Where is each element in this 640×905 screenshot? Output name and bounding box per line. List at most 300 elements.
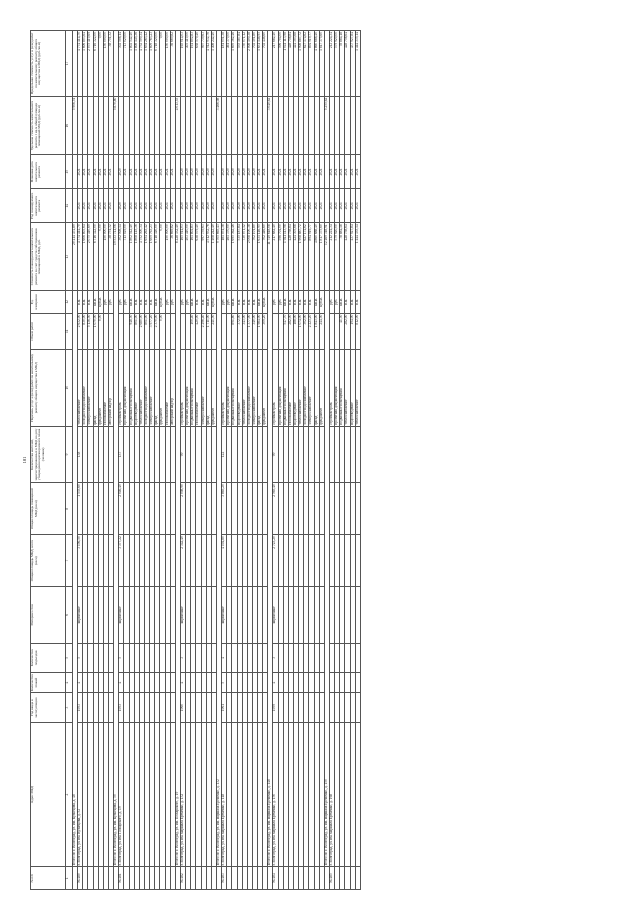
work-limit-cost: 165 014,03 [180, 31, 185, 97]
column-number: 8 [66, 483, 73, 535]
wall-material [355, 587, 360, 644]
building-address: г. Волгоград, ул. им. маршала Еременко, д. 150 [273, 722, 278, 867]
work-unit: руб. [278, 291, 283, 314]
total-cost: 11 749 618,08 [268, 223, 273, 291]
work-cost: 1 631 146,95 [258, 223, 263, 291]
work-year: 2020 [252, 189, 257, 223]
work-limit-cost: 579 920,00 [335, 31, 340, 97]
work-limit-cost: 4 860 688,40 [314, 31, 319, 97]
work-plan-date: 2020 [119, 155, 124, 189]
work-year: 2021 [170, 189, 175, 223]
total-unit-cost: 3 040,62 [268, 96, 273, 155]
work-name: холодное водоснабжение [144, 349, 149, 426]
work-plan-date: 2021 [330, 155, 335, 189]
work-plan-date: 2021 [304, 155, 309, 189]
floors: 5 [222, 673, 227, 693]
work-plan-date: 2021 [299, 155, 304, 189]
work-name: авторский надзор [108, 349, 113, 426]
total-label: Итого по г. Волгоград, ул. им. Кузнецова, д. 50 [114, 291, 119, 867]
work-name: теплоснабжение [299, 349, 304, 426]
work-year: 2021 [335, 189, 340, 223]
work-unit: п.м. [247, 291, 252, 314]
floors: 4 [273, 673, 278, 693]
entrances: 5 [119, 643, 124, 672]
area-total: 3 156,50 [78, 535, 83, 587]
work-volume: 1 711,00 [206, 313, 211, 349]
work-unit: п.м. [150, 291, 155, 314]
work-plan-date: 2021 [78, 155, 83, 189]
area-total: 3 377,22 [119, 535, 124, 587]
column-header: Удельная стоимость капитального ремонта 1 кв.м общей площади помещений МКД (руб./кв.м) [31, 96, 66, 155]
work-volume: 801,00 [144, 313, 149, 349]
row-number: 56.485 [330, 867, 335, 890]
work-limit-cost: 78 884,18 [340, 31, 345, 97]
work-name: фундамент [98, 349, 103, 426]
work-cost: 78 884,18 [340, 223, 345, 291]
building-address: г. Волгоград, ул. им. Пожарского, д. 19 [119, 722, 124, 867]
row-number: 56.482 [180, 867, 185, 890]
work-unit: кв.м. [258, 291, 263, 314]
column-number: 17 [66, 31, 73, 97]
work-volume: 420,00 [196, 313, 201, 349]
rotated-register-sheet [20, 30, 620, 890]
building-address: г. Волгоград, ул. им. Кузнецова, д. 52 [78, 722, 83, 867]
work-limit-cost: 713 029,00 [124, 31, 129, 97]
build-year: 1959 [273, 693, 278, 722]
total-label: Итого по г. Волгоград, ул. им. маршала Еременко, д. 150 [324, 291, 329, 867]
work-name: водоотведение [294, 349, 299, 426]
total-cost: 9 705 665,43 [216, 223, 221, 291]
work-name: проектная документация [335, 349, 340, 426]
work-year: 2021 [304, 189, 309, 223]
work-limit-cost: 4 752 500,34 [139, 31, 144, 97]
build-year: 1953 [119, 693, 124, 722]
work-year: 2021 [160, 189, 165, 223]
residents: 99 [180, 426, 185, 483]
work-limit-cost: 217 682,40 [273, 31, 278, 97]
work-name: стройконтроль [180, 349, 185, 426]
work-limit-cost: 702 101,80 [252, 31, 257, 97]
work-plan-date: 2020 [191, 155, 196, 189]
entrances: 4 [222, 643, 227, 672]
work-limit-cost: 4 774 414,70 [78, 31, 83, 97]
work-limit-cost: 702 446,60 [263, 31, 268, 97]
work-cost: 997 739,63 [201, 223, 206, 291]
work-limit-cost: 1 041 113,98 [283, 31, 288, 97]
work-unit: кв.м. [191, 291, 196, 314]
build-year [355, 693, 360, 722]
work-year: 2021 [330, 189, 335, 223]
total-cost: 20 414 474,89 [73, 223, 78, 291]
work-volume: 547,70 [283, 313, 288, 349]
work-cost: 4 512 932,76 [206, 223, 211, 291]
work-cost: 1 808 145,36 [134, 223, 139, 291]
column-number: 13 [66, 223, 73, 291]
work-year: 2021 [273, 189, 278, 223]
work-cost: 535 187,84 [237, 223, 242, 291]
work-volume: 5 136,50 [88, 313, 93, 349]
work-unit: руб. [119, 291, 124, 314]
work-cost: 217 682,40 [273, 223, 278, 291]
work-unit: п.м. [83, 291, 88, 314]
row-number: 56.481 [119, 867, 124, 890]
wall-material: кирпичные [78, 587, 83, 644]
work-plan-date: 2021 [340, 155, 345, 189]
work-cost: 627 174,62 [304, 223, 309, 291]
work-year: 2021 [278, 189, 283, 223]
work-plan-date: 2021 [88, 155, 93, 189]
work-year: 2020 [222, 189, 227, 223]
work-limit-cost: 212 224,34 [330, 31, 335, 97]
column-header: Год планируемого капитального ремонта [31, 189, 66, 223]
work-unit: п.м. [299, 291, 304, 314]
wall-material: кирпичные [119, 587, 124, 644]
work-unit: п.м. [309, 291, 314, 314]
work-name: фундамент [211, 349, 216, 426]
work-plan-date: 2020 [252, 155, 257, 189]
work-cost: 2 075 410,69 [88, 223, 93, 291]
work-name: теплоснабжение [78, 349, 83, 426]
work-name: электроснабжение [201, 349, 206, 426]
building-address [355, 722, 360, 867]
work-year: 2021 [345, 189, 350, 223]
wall-material: кирпичные [222, 587, 227, 644]
work-plan-date: 2020 [227, 155, 232, 189]
work-volume: 891,80 [232, 313, 237, 349]
work-year: 2021 [124, 189, 129, 223]
work-cost: 1 695 362,46 [232, 223, 237, 291]
residents: 122 [222, 426, 227, 483]
work-year: 2021 [350, 189, 355, 223]
work-volume: 1 843,00 [314, 313, 319, 349]
work-plan-date: 2021 [155, 155, 160, 189]
work-plan-date: 2020 [206, 155, 211, 189]
work-plan-date: 2021 [160, 155, 165, 189]
work-volume: 1 074,00 [299, 313, 304, 349]
work-year: 2021 [88, 189, 93, 223]
total-unit-cost: 4 013,53 [175, 96, 180, 155]
work-plan-date: 2021 [288, 155, 293, 189]
work-unit: п.м. [237, 291, 242, 314]
work-unit: п.м. [355, 291, 360, 314]
column-number: 4 [66, 673, 73, 693]
work-plan-date: 2021 [139, 155, 144, 189]
entrances: 3 [180, 643, 185, 672]
area-total: 4 104,80 [222, 535, 227, 587]
work-limit-cost: 596 704,00 [278, 31, 283, 97]
work-unit: п.м. [252, 291, 257, 314]
floors: 4 [119, 673, 124, 693]
work-year: 2021 [294, 189, 299, 223]
work-plan-date: 2021 [294, 155, 299, 189]
work-year: 2020 [119, 189, 124, 223]
work-cost: 4 860 688,40 [314, 223, 319, 291]
work-unit: руб. [180, 291, 185, 314]
work-plan-date: 2020 [232, 155, 237, 189]
work-year: 2021 [93, 189, 98, 223]
work-name: холодное водоснабжение [247, 349, 252, 426]
total-label: Итого по г. Волгоград, ул. им. маршала Еременко, д. 132 [216, 291, 221, 867]
work-name: подвальные помещения [340, 349, 345, 426]
work-year: 2021 [150, 189, 155, 223]
column-header: Количество жителей, зарегистрированных в МКД на дату утверждения краткосрочного плана (человек) [31, 426, 66, 483]
work-plan-date: 2021 [258, 155, 263, 189]
column-number: 11 [66, 313, 73, 349]
building-address: г. Волгоград, ул. им. маршала Еременко, д. 168 [330, 722, 335, 867]
work-unit: кв.м. [314, 291, 319, 314]
work-year: 2020 [237, 189, 242, 223]
work-plan-date: 2021 [355, 155, 360, 189]
work-cost: 161 802,83 [191, 223, 196, 291]
build-year: 1960 [180, 693, 185, 722]
floors: 4 [78, 673, 83, 693]
work-volume: 3 977,20 [150, 313, 155, 349]
work-volume: 194,00 [350, 313, 355, 349]
work-year: 2020 [196, 189, 201, 223]
column-number: 15 [66, 155, 73, 189]
unit-cost [355, 96, 360, 155]
work-name: авторский надзор [170, 349, 175, 426]
column-number: 6 [66, 587, 73, 644]
entrances: 5 [78, 643, 83, 672]
work-cost: 150 000,00 [103, 223, 108, 291]
work-cost: 2 008 100,38 [247, 223, 252, 291]
work-plan-date: 2021 [134, 155, 139, 189]
total-unit-cost: 3 466,08 [216, 96, 221, 155]
work-volume: 282,00 [345, 313, 350, 349]
work-name: фундамент [160, 349, 165, 426]
work-unit: руб. [335, 291, 340, 314]
work-volume: 372,00 [237, 313, 242, 349]
work-unit: п.м. [345, 291, 350, 314]
column-number: 7 [66, 535, 73, 587]
area-total: 2 723,20 [273, 535, 278, 587]
work-cost: 1 817 375,60 [319, 223, 324, 291]
column-number: 14 [66, 189, 73, 223]
work-volume: 2 223,20 [309, 313, 314, 349]
work-limit-cost: 535 187,84 [237, 31, 242, 97]
work-name: стройконтроль [119, 349, 124, 426]
work-cost: 894 919,77 [309, 223, 314, 291]
work-plan-date: 2020 [242, 155, 247, 189]
work-name: подвальные помещения [232, 349, 237, 426]
work-year: 2020 [247, 189, 252, 223]
work-limit-cost: 1 908 887,72 [299, 31, 304, 97]
work-limit-cost: 0,00 [160, 31, 165, 97]
work-plan-date: 2021 [129, 155, 134, 189]
work-plan-date: 2020 [247, 155, 252, 189]
area-rooms: 1 535,60 [78, 483, 83, 535]
work-limit-cost: 36 669,82 [170, 31, 175, 97]
work-unit: п.м. [242, 291, 247, 314]
work-limit-cost: 4 512 932,76 [206, 31, 211, 97]
work-cost: 1 802 542,40 [129, 223, 134, 291]
work-year: 2021 [340, 189, 345, 223]
work-year: 2021 [288, 189, 293, 223]
work-limit-cost: 428 758,84 [288, 31, 293, 97]
work-cost: 1 606 803,64 [83, 223, 88, 291]
work-unit: п.м. [78, 291, 83, 314]
work-limit-cost: 894 919,77 [309, 31, 314, 97]
work-unit: кв.м. [93, 291, 98, 314]
column-header: № п/п [31, 867, 66, 890]
row-number: 56.480 [78, 867, 83, 890]
capital-repair-register-table [30, 30, 361, 890]
work-name: проектная документация [278, 349, 283, 426]
work-year: 2020 [232, 189, 237, 223]
residents [355, 426, 360, 483]
work-limit-cost: 161 802,83 [191, 31, 196, 97]
column-header: Количество подъездов [31, 643, 66, 672]
work-year: 2021 [155, 189, 160, 223]
work-cost: 1 609 763,23 [150, 223, 155, 291]
work-plan-date: 2021 [150, 155, 155, 189]
work-limit-cost: 150 000,00 [165, 31, 170, 97]
work-plan-date: 2020 [222, 155, 227, 189]
work-unit: руб. [170, 291, 175, 314]
work-plan-date: 2021 [93, 155, 98, 189]
work-volume: 244,50 [319, 313, 324, 349]
work-year: 2020 [211, 189, 216, 223]
work-unit: руб. [186, 291, 191, 314]
work-limit-cost: 997 739,63 [201, 31, 206, 97]
work-plan-date: 2021 [144, 155, 149, 189]
work-unit: руб. [108, 291, 113, 314]
work-cost: 6 716 322,00 [93, 223, 98, 291]
work-limit-cost: 428 758,64 [345, 31, 350, 97]
work-plan-date: 2021 [170, 155, 175, 189]
work-cost: 1 908 887,72 [299, 223, 304, 291]
work-unit: куб.м. [263, 291, 268, 314]
work-plan-date: 2021 [314, 155, 319, 189]
column-header: Год ввода в эксплуатацию [31, 693, 66, 722]
work-volume: 2 296,40 [201, 313, 206, 349]
work-limit-cost: 6 718 320,00 [155, 31, 160, 97]
work-cost: 0,00 [160, 223, 165, 291]
work-unit: кв.м. [155, 291, 160, 314]
work-volume: 2 632,00 [78, 313, 83, 349]
work-name: электроснабжение [88, 349, 93, 426]
work-unit: куб.м. [160, 291, 165, 314]
work-plan-date: 2021 [108, 155, 113, 189]
work-limit-cost: 403 410,00 [186, 31, 191, 97]
work-plan-date: 2021 [124, 155, 129, 189]
area-total: 2 342,40 [180, 535, 185, 587]
work-limit-cost: 627 174,62 [304, 31, 309, 97]
work-unit: п.м. [304, 291, 309, 314]
page-number: 101 [22, 456, 27, 464]
column-header: Плановая дата капитального ремонта [31, 155, 66, 189]
work-limit-cost: 2 008 100,38 [247, 31, 252, 97]
work-limit-cost: 461 370,00 [227, 31, 232, 97]
total-label: Итого по г. Волгоград, ул. им. Кузнецова, д. 48 [73, 291, 78, 867]
total-unit-cost: 5 870,80 [114, 96, 119, 155]
column-number: 2 [66, 722, 73, 867]
work-volume: 830,00 [83, 313, 88, 349]
work-cost: 702 446,60 [263, 223, 268, 291]
work-volume: 0,00 [160, 313, 165, 349]
work-name: газоснабжение [196, 349, 201, 426]
work-volume: 1 377,00 [247, 313, 252, 349]
work-limit-cost: 2 075 410,69 [88, 31, 93, 97]
work-plan-date: 2021 [350, 155, 355, 189]
work-year: 2021 [78, 189, 83, 223]
residents: 99 [273, 426, 278, 483]
work-plan-date: 2021 [83, 155, 88, 189]
entrances [355, 643, 360, 672]
work-cost: 1 654 263,42 [144, 223, 149, 291]
work-limit-cost: 1 631 146,95 [258, 31, 263, 97]
work-cost: 36 669,82 [170, 223, 175, 291]
residents: 138 [78, 426, 83, 483]
work-unit: кв.м. [340, 291, 345, 314]
work-unit: кв.м. [232, 291, 237, 314]
work-unit: п.м. [201, 291, 206, 314]
work-limit-cost: 437 927,84 [350, 31, 355, 97]
work-cost: 6 718 320,00 [155, 223, 160, 291]
work-name: проектная документация [186, 349, 191, 426]
total-unit-cost: 5 906,51 [73, 96, 78, 155]
work-year: 2021 [103, 189, 108, 223]
work-limit-cost: 302 508,14 [119, 31, 124, 97]
work-volume: 41,50 [340, 313, 345, 349]
column-number: 9 [66, 426, 73, 483]
total-cost: 19 533 741,06 [114, 223, 119, 291]
total-cost: 12 469 318,91 [324, 223, 329, 291]
column-header: Общая площадь МКД, всего (кв.м) [31, 535, 66, 587]
work-unit: куб.м. [98, 291, 103, 314]
work-unit: п.м. [88, 291, 93, 314]
work-cost: 165 014,03 [180, 223, 185, 291]
work-plan-date: 2020 [211, 155, 216, 189]
wall-material: кирпичные [273, 587, 278, 644]
work-year: 2021 [144, 189, 149, 223]
area-rooms: 3 865,20 [222, 483, 227, 535]
work-name: теплоснабжение [139, 349, 144, 426]
work-limit-cost: 1 609 763,23 [150, 31, 155, 97]
column-number: 5 [66, 643, 73, 672]
work-volume: 1 984,00 [258, 313, 263, 349]
work-name: холодное водоснабжение [83, 349, 88, 426]
work-year: 2020 [186, 189, 191, 223]
work-unit: п.м. [144, 291, 149, 314]
column-number: 3 [66, 693, 73, 722]
work-cost: 403 410,00 [186, 223, 191, 291]
work-year: 2021 [355, 189, 360, 223]
work-volume: 343,00 [242, 313, 247, 349]
work-year: 2021 [129, 189, 134, 223]
column-number: 16 [66, 96, 73, 155]
work-limit-cost: 38 751,32 [108, 31, 113, 97]
work-plan-date: 2021 [345, 155, 350, 189]
work-name: фасад [93, 349, 98, 426]
work-plan-date: 2021 [283, 155, 288, 189]
work-name: водоотведение [350, 349, 355, 426]
work-cost: 1 408 242,40 [211, 223, 216, 291]
work-unit: кв.м. [206, 291, 211, 314]
work-limit-cost: 1 654 263,42 [144, 31, 149, 97]
work-unit: куб.м. [211, 291, 216, 314]
column-header: Общая площадь помещений МКД (кв.м) [31, 483, 66, 535]
work-cost: 0,00 [98, 223, 103, 291]
work-year: 2021 [139, 189, 144, 223]
work-name: водоотведение [237, 349, 242, 426]
work-unit: руб. [227, 291, 232, 314]
work-plan-date: 2020 [201, 155, 206, 189]
work-cost: 4 774 414,70 [78, 223, 83, 291]
work-volume: 0,00 [98, 313, 103, 349]
work-plan-date: 2021 [309, 155, 314, 189]
